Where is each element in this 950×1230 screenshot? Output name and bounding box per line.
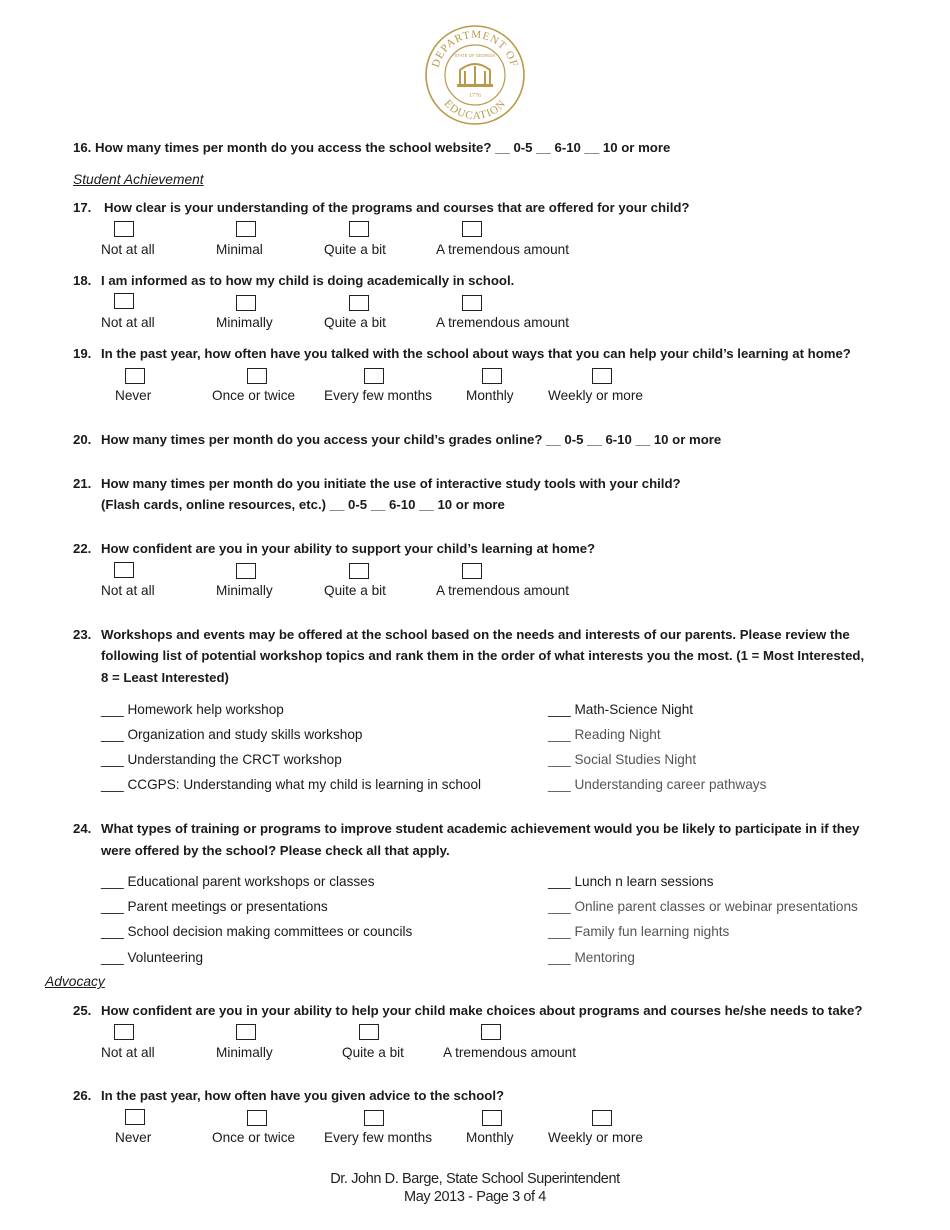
question-17-number: 17. [73, 200, 92, 215]
question-20-text: How many times per month do you access your child’s grades online? __ 0-5 __ 6-10 __ 10 or more [101, 432, 722, 447]
question-20-number: 20. [73, 432, 92, 447]
question-25-text: How confident are you in your ability to help your child make choices about programs and courses he/she needs to take? [101, 1003, 863, 1018]
q23-workshop-item[interactable]: ___ Social Studies Night [548, 752, 697, 767]
q24-program-item[interactable]: ___ Online parent classes or webinar presentations [548, 899, 858, 914]
q25-checkbox-not-at-all[interactable] [114, 1024, 134, 1040]
footer-superintendent: Dr. John D. Barge, State School Superintendent [330, 1171, 620, 1187]
question-23-line2: following list of potential workshop topics and rank them in the order of what interests you the most. (1 = Most Interested, [101, 648, 865, 663]
q26-checkbox-every-few-months[interactable] [364, 1110, 384, 1126]
q18-option-label: Not at all [101, 315, 155, 330]
q25-option-label: Not at all [101, 1045, 155, 1060]
q19-checkbox-weekly[interactable] [592, 368, 612, 384]
department-of-education-seal [424, 24, 526, 126]
question-21-text: How many times per month do you initiate the use of interactive study tools with your child? [101, 476, 681, 491]
q19-option-label: Every few months [324, 388, 433, 403]
q18-checkbox-tremendous[interactable] [462, 295, 482, 311]
q17-checkbox-not-at-all[interactable] [114, 221, 134, 237]
question-24-line1: What types of training or programs to improve student academic achievement would you be likely to participate in if they [101, 821, 860, 836]
q22-option-label: Minimally [216, 583, 273, 598]
question-19-number: 19. [73, 346, 92, 361]
q24-program-item[interactable]: ___ Volunteering [101, 950, 204, 965]
q19-checkbox-never[interactable] [125, 368, 145, 384]
question-23-line1: Workshops and events may be offered at the school based on the needs and interests of our parents. Please review the [101, 627, 850, 642]
q22-checkbox-tremendous[interactable] [462, 563, 482, 579]
q18-option-label: Minimally [216, 315, 273, 330]
q18-checkbox-minimally[interactable] [236, 295, 256, 311]
q17-checkbox-tremendous[interactable] [462, 221, 482, 237]
q23-workshop-item[interactable]: ___ Reading Night [548, 727, 661, 742]
q22-checkbox-minimally[interactable] [236, 563, 256, 579]
question-22-number: 22. [73, 541, 92, 556]
q26-checkbox-monthly[interactable] [482, 1110, 502, 1126]
q26-option-label: Never [115, 1130, 152, 1145]
question-23-line3: 8 = Least Interested) [101, 670, 229, 685]
q17-option-label: Quite a bit [324, 242, 386, 257]
question-24-line2: were offered by the school? Please check all that apply. [101, 843, 450, 858]
q25-checkbox-tremendous[interactable] [481, 1024, 501, 1040]
q19-option-label: Never [115, 388, 152, 403]
question-19-text: In the past year, how often have you talked with the school about ways that you can help your child’s learning at home? [101, 346, 851, 361]
q19-option-label: Once or twice [212, 388, 296, 403]
question-26-number: 26. [73, 1088, 92, 1103]
q23-workshop-item[interactable]: ___ Math-Science Night [548, 702, 694, 717]
q26-option-label: Once or twice [212, 1130, 296, 1145]
question-26-text: In the past year, how often have you given advice to the school? [101, 1088, 505, 1103]
q24-program-item[interactable]: ___ Parent meetings or presentations [101, 899, 328, 914]
q19-option-label: Weekly or more [548, 388, 643, 403]
q22-option-label: Not at all [101, 583, 155, 598]
q18-option-label: Quite a bit [324, 315, 386, 330]
q25-option-label: A tremendous amount [443, 1045, 576, 1060]
question-18-text: I am informed as to how my child is doing academically in school. [101, 273, 515, 288]
seal-year: 1776 [469, 93, 481, 99]
q26-checkbox-weekly[interactable] [592, 1110, 612, 1126]
q23-workshop-item[interactable]: ___ Understanding career pathways [548, 777, 767, 792]
q18-checkbox-quite-a-bit[interactable] [349, 295, 369, 311]
q18-option-label: A tremendous amount [436, 315, 569, 330]
seal-state-text: STATE OF GEORGIA [454, 53, 496, 58]
q22-checkbox-not-at-all[interactable] [114, 562, 134, 578]
question-16 [73, 140, 670, 155]
svg-text:DEPARTMENT OF [430, 29, 520, 69]
q17-option-label: Not at all [101, 242, 155, 257]
question-22-text: How confident are you in your ability to support your child’s learning at home? [101, 541, 596, 556]
q24-program-item[interactable]: ___ Mentoring [548, 950, 635, 965]
q25-option-label: Quite a bit [342, 1045, 404, 1060]
q23-workshop-item[interactable]: ___ Understanding the CRCT workshop [101, 752, 342, 767]
question-16-text: 16. How many times per month do you access the school website? __ 0-5 __ 6-10 __ 10 or more [73, 140, 671, 155]
q25-option-label: Minimally [216, 1045, 273, 1060]
q17-option-label: A tremendous amount [436, 242, 569, 257]
q24-program-item[interactable]: ___ School decision making committees or councils [101, 924, 413, 939]
q25-checkbox-quite-a-bit[interactable] [359, 1024, 379, 1040]
question-21-number: 21. [73, 476, 92, 491]
q19-option-label: Monthly [466, 388, 514, 403]
section-student-achievement: Student Achievement [73, 172, 204, 187]
q26-option-label: Every few months [324, 1130, 433, 1145]
question-17-text: How clear is your understanding of the programs and courses that are offered for your child? [104, 200, 690, 215]
q17-option-label: Minimal [216, 242, 263, 257]
q26-option-label: Monthly [466, 1130, 514, 1145]
q26-checkbox-never[interactable] [125, 1109, 145, 1125]
q26-checkbox-once-or-twice[interactable] [247, 1110, 267, 1126]
q19-checkbox-once-or-twice[interactable] [247, 368, 267, 384]
q22-checkbox-quite-a-bit[interactable] [349, 563, 369, 579]
section-advocacy: Advocacy [45, 974, 105, 989]
q17-checkbox-minimal[interactable] [236, 221, 256, 237]
q23-workshop-item[interactable]: ___ CCGPS: Understanding what my child is learning in school [101, 777, 482, 792]
q18-checkbox-not-at-all[interactable] [114, 293, 134, 309]
q22-option-label: Quite a bit [324, 583, 386, 598]
seal-bottom-text: EDUCATION [441, 97, 509, 123]
question-25-number: 25. [73, 1003, 92, 1018]
q24-program-item[interactable]: ___ Educational parent workshops or classes [101, 874, 375, 889]
question-18-number: 18. [73, 273, 92, 288]
q24-program-item[interactable]: ___ Family fun learning nights [548, 924, 730, 939]
q24-program-item[interactable]: ___ Lunch n learn sessions [548, 874, 714, 889]
question-24-number: 24. [73, 821, 92, 836]
question-23-number: 23. [73, 627, 92, 642]
q19-checkbox-every-few-months[interactable] [364, 368, 384, 384]
q23-workshop-item[interactable]: ___ Organization and study skills workshop [101, 727, 363, 742]
q23-workshop-item[interactable]: ___ Homework help workshop [101, 702, 284, 717]
question-21-text-line2: (Flash cards, online resources, etc.) __ 0-5 __ 6-10 __ 10 or more [101, 497, 505, 512]
q19-checkbox-monthly[interactable] [482, 368, 502, 384]
q22-option-label: A tremendous amount [436, 583, 569, 598]
footer-page-info: May 2013 - Page 3 of 4 [404, 1189, 546, 1205]
seal-top-text: DEPARTMENT OF [429, 28, 521, 69]
q17-checkbox-quite-a-bit[interactable] [349, 221, 369, 237]
q26-option-label: Weekly or more [548, 1130, 643, 1145]
q25-checkbox-minimally[interactable] [236, 1024, 256, 1040]
